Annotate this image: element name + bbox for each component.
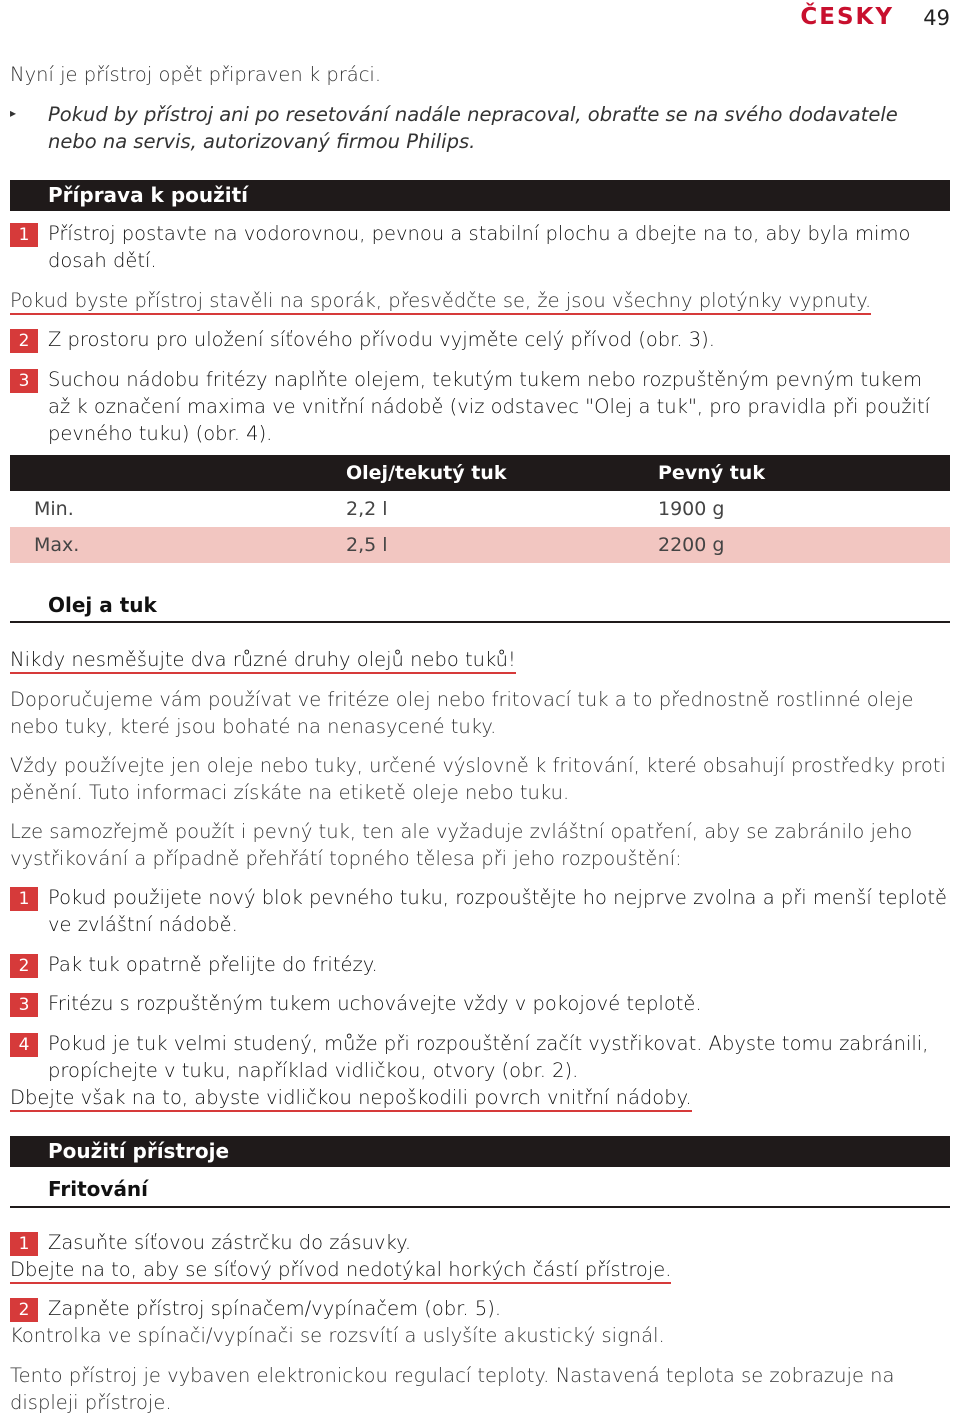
warning-text (10, 287, 950, 314)
paragraph: Doporučujeme vám používat ve fritéze olej nebo fritovací tuk a to přednostně rostlinné oleje nebo tuky, které jsou bohaté na nenasycené tuky. (10, 688, 914, 738)
table-cell: 1900 g (658, 498, 725, 520)
bullet-text: Pokud by přístroj ani po resetování nadále nepracoval, obraťte se na svého dodavatele nebo na servis, autorizovaný firmou Philips. (48, 103, 898, 153)
step-number: 2 (10, 1298, 38, 1322)
table-header-cell: Olej/tekutý tuk (346, 455, 658, 491)
step-text: Zapněte přístroj spínačem/vypínačem (obr. 5). (48, 1297, 502, 1320)
subsection-title: Olej a tuk (48, 593, 157, 617)
section-header-use (10, 1136, 950, 1167)
divider (10, 621, 950, 623)
warning-underline: Pokud byste přístroj stavěli na sporák, přesvědčte se, že jsou všechny plotýnky vypnuty. (10, 289, 871, 315)
table-row (10, 491, 950, 527)
section-title: Použití přístroje (48, 1139, 230, 1163)
warning-underline: Dbejte však na to, abyste vidličkou nepoškodili povrch vnitřní nádoby. (10, 1086, 692, 1112)
step-number: 3 (10, 993, 38, 1017)
step-text: Přístroj postavte na vodorovnou, pevnou a stabilní plochu a dbejte na to, aby byla mimo dosah dětí. (48, 222, 911, 272)
paragraph: Lze samozřejmě použít i pevný tuk, ten ale vyžaduje zvláštní opatření, aby se zabránilo jeho vystřikování a případně přehřátí topného tělesa při jeho rozpouštění: (10, 820, 913, 870)
table-cell: Max. (10, 527, 346, 563)
table-cell: Min. (34, 498, 74, 520)
step-note: Kontrolka ve spínači/vypínači se rozsvítí a uslyšíte akustický signál. (10, 1324, 665, 1347)
table-cell: 2,5 l (346, 527, 658, 563)
table-cell: 2200 g (658, 527, 950, 563)
step-number: 1 (10, 1232, 38, 1256)
step-number: 2 (10, 329, 38, 353)
step-text: Zasuňte síťovou zástrčku do zásuvky. (48, 1231, 412, 1254)
table-cell: 2,2 l (346, 498, 388, 520)
step-number: 4 (10, 1033, 38, 1057)
page-number: 49 (923, 6, 950, 30)
table-row (10, 527, 950, 563)
table-header-cell (10, 455, 346, 491)
table-header-cell: Pevný tuk (658, 455, 950, 491)
ready-text: Nyní je přístroj opět připraven k práci. (10, 63, 382, 86)
step-text: Suchou nádobu fritézy naplňte olejem, tekutým tukem nebo rozpuštěným pevným tukem až k označení maxima ve vnitřní nádobě (viz odstavec "Olej a tuk", pro pravidla při použití pevného tuku) (obr. 4). (48, 368, 931, 445)
warning-underline: Nikdy nesměšujte dva různé druhy olejů nebo tuků! (10, 648, 516, 674)
step-number: 3 (10, 369, 38, 393)
step-text: Pak tuk opatrně přelijte do fritézy. (48, 953, 378, 976)
warning-underline: Dbejte na to, aby se síťový přívod nedotýkal horkých částí přístroje. (10, 1258, 671, 1284)
step-text: Pokud použijete nový blok pevného tuku, rozpouštějte ho nejprve zvolna a při menší teplotě ve zvláštní nádobě. (48, 886, 947, 936)
step-number: 1 (10, 887, 38, 911)
step-number: 2 (10, 954, 38, 978)
paragraph: Vždy používejte jen oleje nebo tuky, určené výslovně k fritování, které obsahují prostředky proti pěnění. Tuto informaci získáte na etiketě oleje nebo tuku. (10, 754, 946, 804)
divider (10, 1206, 950, 1208)
step-text: Fritézu s rozpuštěným tukem uchovávejte vždy v pokojové teplotě. (48, 992, 702, 1015)
language-label: ČESKY (800, 4, 894, 30)
subsection-title: Fritování (48, 1177, 149, 1201)
oil-quantity-table (10, 455, 950, 563)
step-text: Pokud je tuk velmi studený, může při rozpouštění začít vystřikovat. Abyste tomu zabránili, propíchejte v tuku, například vidličkou, otvory (obr. 2). (48, 1032, 929, 1082)
bullet-arrow-icon: ▸ (10, 106, 17, 120)
warning-text (10, 1256, 950, 1283)
warning-text (10, 646, 950, 673)
section-title: Příprava k použití (48, 183, 249, 207)
step-number: 1 (10, 223, 38, 247)
paragraph: Tento přístroj je vybaven elektronickou regulací teploty. Nastavená teplota se zobrazuje na displeji přístroje. (10, 1364, 895, 1414)
warning-text (10, 1084, 950, 1111)
step-text: Z prostoru pro uložení síťového přívodu vyjměte celý přívod (obr. 3). (48, 328, 715, 351)
table-header-row (10, 455, 950, 491)
section-header-prep (10, 180, 950, 211)
